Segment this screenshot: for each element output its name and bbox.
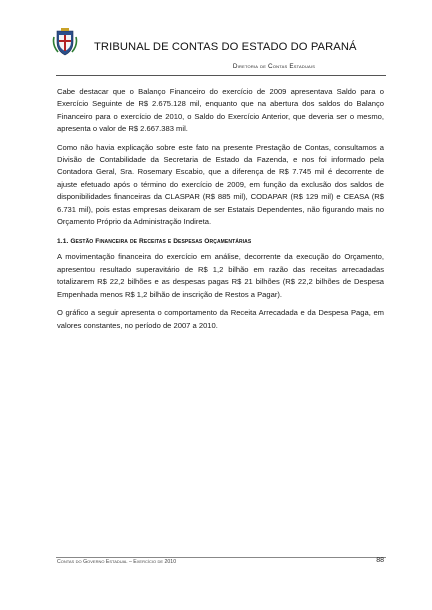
state-coat-of-arms-icon (52, 27, 78, 57)
section-heading: 1.1. Gestão Financeira de Receitas e Despesas Orçamentárias (57, 238, 252, 246)
paragraph-1: Cabe destacar que o Balanço Financeiro do exercício de 2009 apresentava Saldo para o Exercício Seguinte de R$ 2.675.128 mil, enquanto que na abertura dos saldos do Balanço Financeiro para o exercício de 2010, o Saldo do Exercício Anterior, que deveria ser o mesmo, apresenta o valor de R$ 2.667.383 mil. (57, 87, 384, 134)
paragraph-2: Como não havia explicação sobre este fato na presente Prestação de Contas, consultamos a Divisão de Contabilidade da Secretaria de Estado da Fazenda, e nos foi informado pela Contadora Geral, Sra. Rosemary Escabio, que a diferença de R$ 7.745 mil é decorrente de ajuste efetuado após o término do exercício de 2009, em função da exclusão dos saldos de disponibilidades financeiras da CLASPAR (R$ 885 mil), CODAPAR (R$ 129 mil) e CEASA (R$ 6.731 mil), pois estas empresas deixaram de ser Estatais Dependentes, não figurando mais no Orçamento Próprio da Administração Indireta. (57, 142, 384, 227)
header-subtitle (0, 63, 432, 70)
footer-divider (56, 557, 386, 558)
header-title: TRIBUNAL DE CONTAS DO ESTADO DO PARANÁ (94, 41, 357, 53)
section-paragraph-2: O gráfico a seguir apresenta o comportamento da Receita Arrecadada e da Despesa Paga, em valores constantes, no período de 2007 a 2010. (57, 308, 384, 330)
header-subtitle-text: Diretoria de Contas Estaduais (232, 63, 316, 70)
footer-caption: Contas do Governo Estadual – Exercício de 2010 (57, 559, 177, 565)
document-body (57, 86, 384, 338)
header-divider (56, 75, 386, 76)
page-number: 88 (376, 557, 384, 564)
section-paragraph-1: A movimentação financeira do exercício em análise, decorrente da execução do Orçamento, apresentou resultado superavitário de R$ 1,2 bilhão em razão das receitas arrecadadas totalizarem R$ 22,2 bilhões e as despesas pagas R$ 21 bilhões (R$ 22,2 bilhões de Despesa Empenhada menos R$ 1,2 bilhão de inscrição de Restos a Pagar). (57, 252, 384, 299)
